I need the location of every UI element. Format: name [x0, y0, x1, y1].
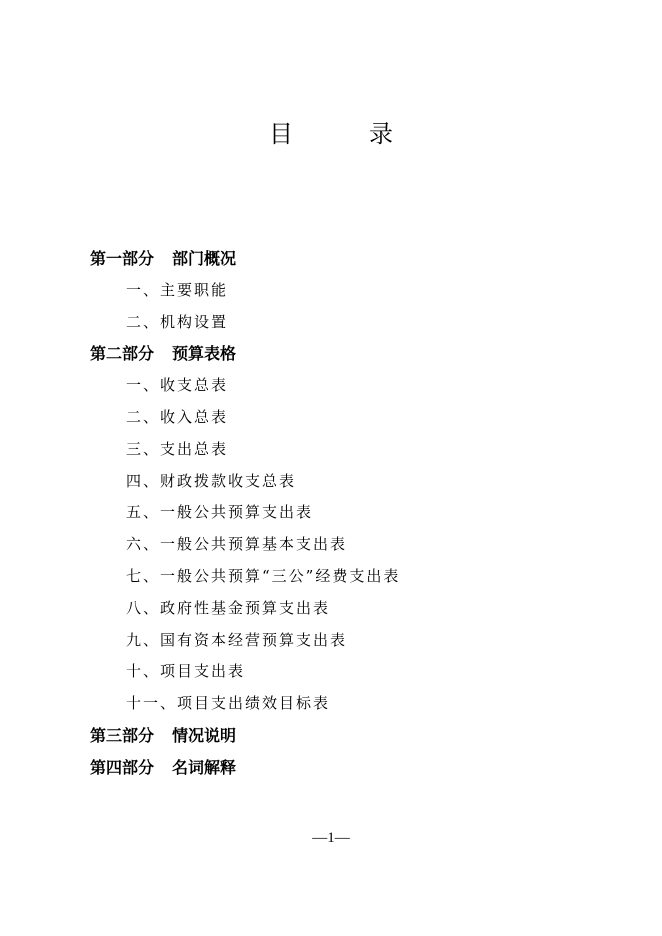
toc-item: 一、收支总表 [126, 376, 229, 395]
toc-part-4 [90, 752, 590, 784]
toc-item: 一、主要职能 [126, 280, 229, 299]
toc-item: 十一、项目支出绩效目标表 [126, 694, 331, 713]
toc-item: 二、收入总表 [126, 407, 229, 426]
part-title: 情况说明 [172, 725, 237, 745]
toc-part-3 [90, 720, 590, 752]
part-title: 预算表格 [172, 344, 237, 364]
toc-item: 五、一般公共预算支出表 [126, 503, 314, 522]
part-label: 第四部分 [90, 757, 155, 777]
toc-part-1 [90, 243, 590, 275]
toc-item: 二、机构设置 [126, 312, 229, 331]
part-title: 名词解释 [172, 757, 237, 777]
document-title: 目 录 [269, 120, 419, 148]
table-of-contents [90, 243, 590, 784]
toc-item: 七、一般公共预算“三公”经费支出表 [126, 566, 401, 585]
toc-item: 十、项目支出表 [126, 662, 246, 681]
toc-part-2 [90, 338, 590, 370]
toc-item: 三、支出总表 [126, 439, 229, 458]
toc-item: 八、政府性基金预算支出表 [126, 598, 331, 617]
part-label: 第一部分 [90, 249, 155, 268]
part-label: 第三部分 [90, 725, 155, 745]
part-title: 部门概况 [172, 249, 237, 268]
toc-item: 九、国有资本经营预算支出表 [126, 630, 348, 649]
toc-item: 六、一般公共预算基本支出表 [126, 535, 348, 554]
toc-item: 四、财政拨款收支总表 [126, 471, 297, 490]
page-number: —1— [312, 830, 350, 846]
part-label: 第二部分 [90, 344, 155, 364]
